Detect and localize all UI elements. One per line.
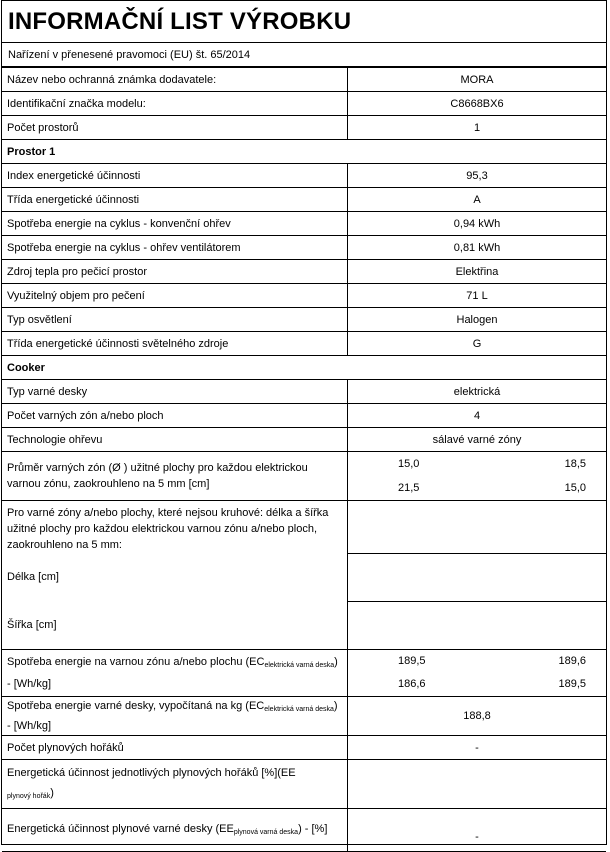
row-value: 188,8 xyxy=(348,697,607,736)
value-pair xyxy=(348,452,606,476)
label-subscript: plynová varná deska xyxy=(233,829,299,836)
row-label: Zdroj tepla pro pečicí prostor xyxy=(2,260,348,284)
table-row xyxy=(2,809,606,852)
table-row xyxy=(2,501,606,554)
row-value: G xyxy=(348,332,607,356)
ec-zone-value: 189,5 xyxy=(558,678,586,690)
table-row xyxy=(2,164,606,188)
table-row xyxy=(2,452,606,501)
label-text: ) - [Wh/kg] xyxy=(7,656,338,690)
label-text: Spotřeba energie na varnou zónu a/nebo plochu (EC xyxy=(7,656,265,668)
value-pair xyxy=(348,650,606,673)
fiche-table xyxy=(2,67,606,852)
table-row xyxy=(2,212,606,236)
section-title: Cooker xyxy=(2,356,606,380)
document-title: INFORMAČNÍ LIST VÝROBKU xyxy=(2,1,606,43)
table-row xyxy=(2,284,606,308)
row-label: Třída energetické účinnosti světelného zdroje xyxy=(2,332,348,356)
width-value xyxy=(348,601,607,650)
diameter-values xyxy=(348,452,607,501)
table-row xyxy=(2,332,606,356)
row-label: Spotřeba energie na cyklus - konvenční ohřev xyxy=(2,212,348,236)
row-label: Průměr varných zón (Ø ) užitné plochy pro každou elektrickou varnou zónu, zaokrouhleno na 5 mm [cm] xyxy=(2,452,348,501)
diameter-value: 21,5 xyxy=(398,482,420,494)
row-label xyxy=(2,760,348,809)
section-header-row xyxy=(2,140,606,164)
row-value: elektrická xyxy=(348,380,607,404)
section-title: Prostor 1 xyxy=(2,140,606,164)
ec-zone-value: 186,6 xyxy=(398,678,426,690)
label-text: ) - [Wh/kg] xyxy=(7,700,338,732)
table-row xyxy=(2,697,606,736)
ec-zone-value: 189,6 xyxy=(558,655,586,667)
ec-zone-values xyxy=(348,650,607,697)
value-pair xyxy=(348,673,606,696)
label-text: Energetická účinnost jednotlivých plynových hořáků [%](EE xyxy=(7,767,296,779)
empty-cell xyxy=(348,501,607,554)
row-label: Šířka [cm] xyxy=(2,601,348,650)
row-label: Název nebo ochranná známka dodavatele: xyxy=(2,68,348,92)
value-pair xyxy=(348,476,606,500)
row-label: Využitelný objem pro pečení xyxy=(2,284,348,308)
label-subscript: plynový hořák xyxy=(7,793,51,800)
regulation-reference: Nařízení v přenesené pravomoci (EU) št. 65/2014 xyxy=(2,43,606,67)
table-row xyxy=(2,601,606,650)
diameter-value: 18,5 xyxy=(564,458,586,470)
table-row xyxy=(2,736,606,760)
row-value: 0,94 kWh xyxy=(348,212,607,236)
table-row xyxy=(2,188,606,212)
row-value: C8668BX6 xyxy=(348,92,607,116)
row-value: A xyxy=(348,188,607,212)
label-subscript: elektrická varná deska xyxy=(264,706,334,713)
section-header-row xyxy=(2,356,606,380)
row-label: Pro varné zóny a/nebo plochy, které nejsou kruhové: délka a šířka užitné plochy pro každou elektrickou varnou zónu a/nebo ploch, zaokrouhleno na 5 mm: xyxy=(2,501,348,554)
table-row xyxy=(2,116,606,140)
row-value: - xyxy=(348,736,607,760)
table-row xyxy=(2,553,606,601)
length-value xyxy=(348,553,607,601)
row-value: 71 L xyxy=(348,284,607,308)
row-label: Index energetické účinnosti xyxy=(2,164,348,188)
row-label: Typ osvětlení xyxy=(2,308,348,332)
table-row xyxy=(2,404,606,428)
label-text: ) xyxy=(50,787,54,799)
row-value: - xyxy=(348,809,607,852)
row-label: Identifikační značka modelu: xyxy=(2,92,348,116)
table-row xyxy=(2,68,606,92)
row-value: 95,3 xyxy=(348,164,607,188)
table-row xyxy=(2,92,606,116)
product-fiche xyxy=(1,0,607,845)
row-label: Typ varné desky xyxy=(2,380,348,404)
table-row xyxy=(2,236,606,260)
table-row xyxy=(2,760,606,809)
row-value: Halogen xyxy=(348,308,607,332)
table-row xyxy=(2,260,606,284)
row-label xyxy=(2,697,348,736)
row-label xyxy=(2,650,348,697)
diameter-value: 15,0 xyxy=(398,458,420,470)
row-value: 0,81 kWh xyxy=(348,236,607,260)
row-value xyxy=(348,760,607,809)
ec-zone-value: 189,5 xyxy=(398,655,426,667)
label-text: Energetická účinnost plynové varné desky (EE xyxy=(7,823,234,835)
label-subscript: elektrická varná deska xyxy=(264,662,335,669)
row-value: Elektřina xyxy=(348,260,607,284)
table-row xyxy=(2,308,606,332)
table-row xyxy=(2,380,606,404)
label-text: ) - [%] xyxy=(298,823,328,835)
table-row xyxy=(2,650,606,697)
diameter-value: 15,0 xyxy=(564,482,586,494)
row-value: 1 xyxy=(348,116,607,140)
row-label: Počet plynových hořáků xyxy=(2,736,348,760)
row-label: Počet varných zón a/nebo ploch xyxy=(2,404,348,428)
row-label: Počet prostorů xyxy=(2,116,348,140)
label-text: Spotřeba energie varné desky, vypočítaná na kg (EC xyxy=(7,700,265,712)
row-label: Technologie ohřevu xyxy=(2,428,348,452)
row-label xyxy=(2,809,348,852)
row-label: Délka [cm] xyxy=(2,553,348,601)
row-label: Spotřeba energie na cyklus - ohřev ventilátorem xyxy=(2,236,348,260)
row-value: MORA xyxy=(348,68,607,92)
row-value: 4 xyxy=(348,404,607,428)
row-value: sálavé varné zóny xyxy=(348,428,607,452)
table-row xyxy=(2,428,606,452)
row-label: Třída energetické účinnosti xyxy=(2,188,348,212)
